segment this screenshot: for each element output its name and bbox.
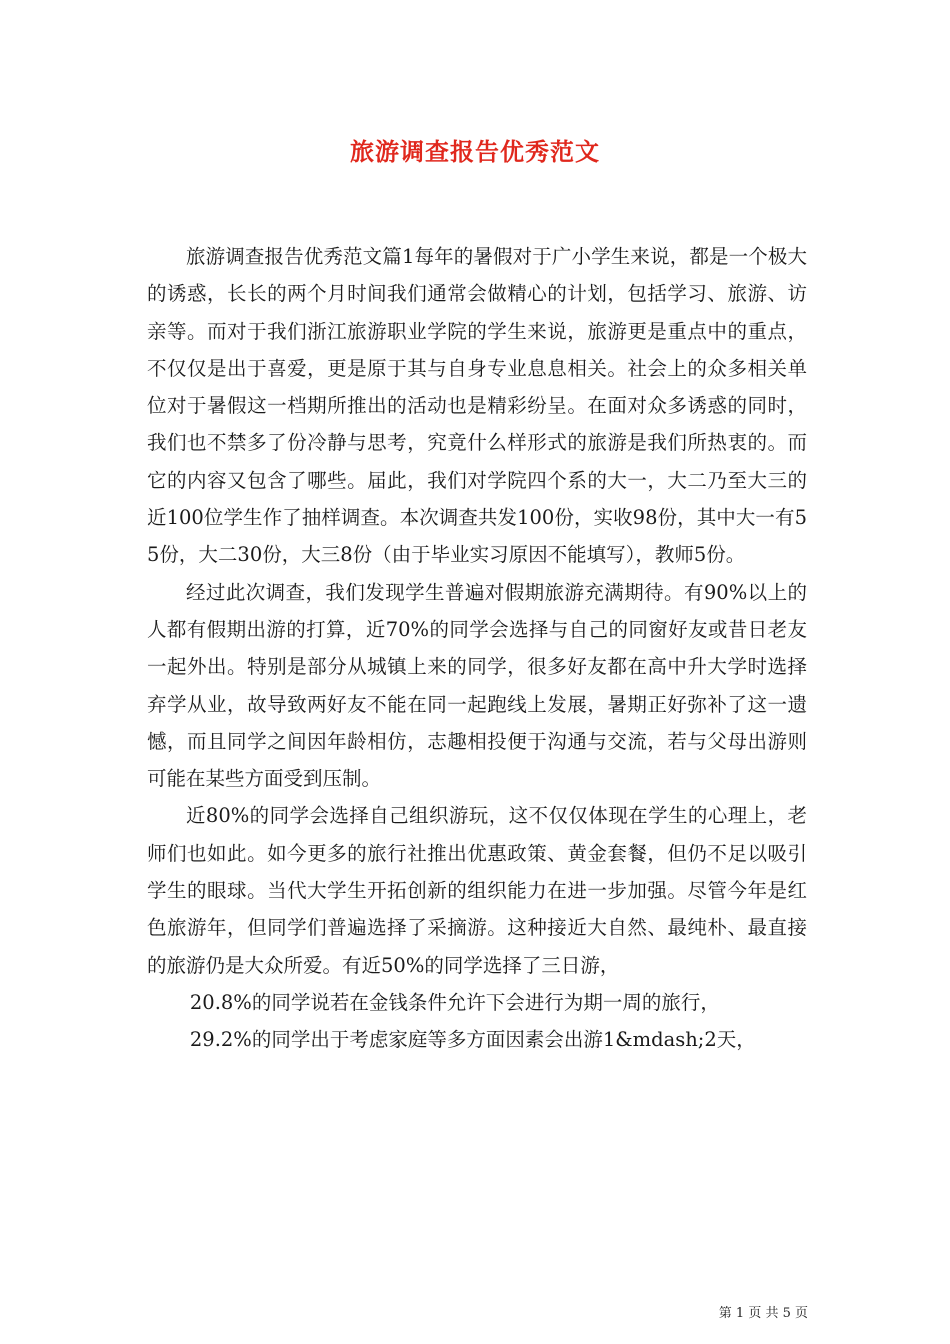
paragraph-findings: 经过此次调查，我们发现学生普遍对假期旅游充满期待。有90%以上的人都有假期出游的打算，近70%的同学会选择与自己的同窗好友或昔日老友一起外出。特别是部分从城镇上来的同学，很多好友都在高中升大学时选择弃学从业，故导致两好友不能在同一起跑线上发展，暑期正好弥补了这一遗憾，而且同学之间因年龄相仿，志趣相投便于沟通与交流，若与父母出游则可能在某些方面受到压制。 — [147, 580, 807, 791]
document-title: 旅游调查报告优秀范文 — [350, 137, 600, 166]
paragraph-one-two-days: 29.2%的同学出于考虑家庭等多方面因素会出游1&mdash;2天， — [189, 1028, 756, 1052]
document-body — [147, 238, 807, 1059]
paragraph-one-week: 20.8%的同学说若在金钱条件允许下会进行为期一周的旅行， — [189, 990, 720, 1014]
page-number: 第 1 页 共 5 页 — [718, 1306, 808, 1321]
paragraph-self-organized: 近80%的同学会选择自己组织游玩，这不仅仅体现在学生的心理上，老师们也如此。如今更多的旅行社推出优惠政策、黄金套餐，但仍不足以吸引学生的眼球。当代大学生开拓创新的组织能力在进一步加强。尽管今年是红色旅游年，但同学们普遍选择了采摘游。这种接近大自然、最纯朴、最直接的旅游仍是大众所爱。有近50%的同学选择了三日游， — [147, 804, 807, 977]
paragraph-intro: 旅游调查报告优秀范文篇1每年的暑假对于广小学生来说，都是一个极大的诱惑，长长的两个月时间我们通常会做精心的计划，包括学习、旅游、访亲等。而对于我们浙江旅游职业学院的学生来说，旅游更是重点中的重点，不仅仅是出于喜爱，更是原于其与自身专业息息相关。社会上的众多相关单位对于暑假这一档期所推出的活动也是精彩纷呈。在面对众多诱惑的同时，我们也不禁多了份冷静与思考，究竟什么样形式的旅游是我们所热衷的。而它的内容又包含了哪些。届此，我们对学院四个系的大一，大二乃至大三的近100位学生作了抽样调查。本次调查共发100份，实收98份，其中大一有55份，大二30份，大三8份（由于毕业实习原因不能填写），教师5份。 — [147, 245, 807, 567]
